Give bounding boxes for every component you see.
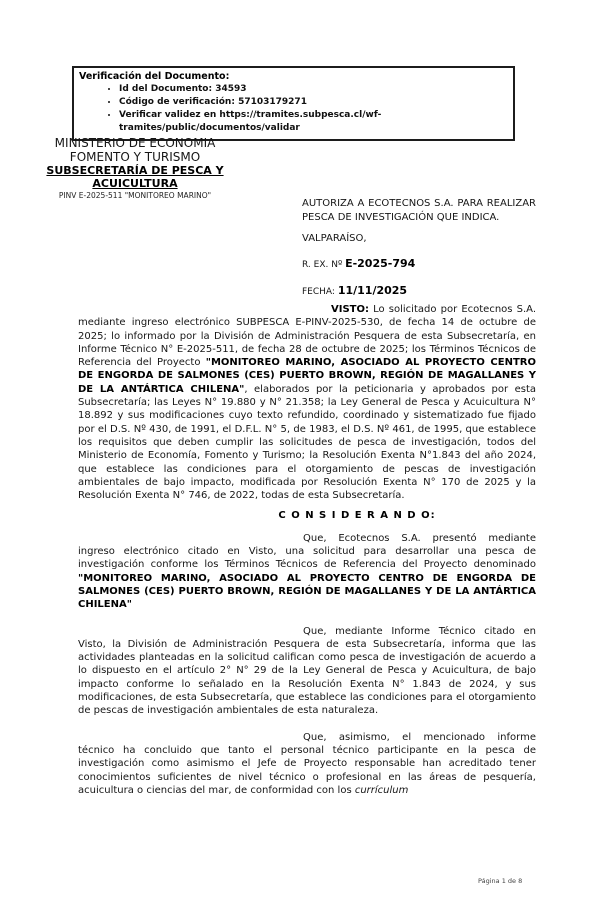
considerando-p1-project-title: "MONITOREO MARINO, ASOCIADO AL PROYECTO CENTRO DE ENGORDA DE SALMONES (CES) PUERTO BROWN, REGIÓN DE MAGALLANES Y DE LA ANTÁRTICA CHILENA" [78, 572, 536, 611]
resolution-number-value: E-2025-794 [345, 257, 416, 270]
resolution-number-prefix: R. EX. Nº [302, 260, 346, 270]
resolution-date-value: 11/11/2025 [337, 284, 408, 297]
verification-item-url: • Verificar validez en https://tramites.subpesca.cl/wf-tramites/public/documentos/validar [119, 109, 508, 135]
subsecretaria-name-line1: SUBSECRETARÍA DE PESCA Y [46, 164, 224, 177]
subsecretaria-name-line2: ACUICULTURA [92, 177, 178, 190]
considerando-p3-text: Que, asimismo, el mencionado informe técnico ha concluido que tanto el personal técnico participante en la pesca de investigación como asimismo el Jefe de Proyecto responsable han acreditado tener conocimientos suficientes de nivel técnico o profesional en las áreas de pesquería, acuicultura o ciencias del mar, de conformidad con los [78, 731, 536, 796]
resolution-subject: AUTORIZA A ECOTECNOS S.A. PARA REALIZAR PESCA DE INVESTIGACIÓN QUE INDICA. [302, 198, 536, 223]
page-number: Página 1 de 8 [478, 877, 523, 885]
considerando-p1-text: Que, Ecotecnos S.A. presentó mediante ingreso electrónico citado en Visto, una solicitud para desarrollar una pesca de investigación conforme los Términos Técnicos de Referencia del Proyecto denominado [78, 532, 536, 571]
letterhead [28, 136, 242, 200]
considerando-paragraph-2: Que, mediante Informe Técnico citado en Visto, la División de Administración Pesquera de esta Subsecretaría, informa que las actividades planteadas en la solicitud califican como pesca de investigación de acuerdo a lo dispuesto en el artículo 2° N° 29 de la Ley General de Pesca y Acuicultura, de bajo impacto conforme lo señalado en la Resolución Exenta N° 1.843 de 2024, y sus modificaciones, de esta Subsecretaría, que establece las condiciones para el otorgamiento de pescas de investigación ambientales de esta naturaleza. [78, 625, 536, 717]
verification-title: Verificación del Documento: [79, 71, 230, 82]
considerando-p3-curriculum: currículum [354, 784, 409, 796]
verification-item-code: • Código de verificación: 57103179271 [119, 96, 508, 109]
visto-text-2: , elaborados por la peticionaria y aprobados por esta Subsecretaría; las Leyes N° 19.880 y N° 21.358; la Ley General de Pesca y Acuicultura N° 18.892 y sus modificaciones cuyo texto refundido, coordinado y sistematizado fue fijado por el D.S. Nº 430, de 1991, el D.F.L. N° 5, de 1983, el D.S. Nº 461, de 1995, que establece los requisitos que deben cumplir las solicitudes de pesca de investigación, todos del Ministerio de Economía, Fomento y Turismo; la Resolución Exenta N°1.843 del año 2024, que establece las condiciones para el otorgamiento de pescas de investigación ambientales de bajo impacto, modificada por Resolución Exenta N° 170 de 2025 y la Resolución Exenta N° 746, de 2022, todas de esta Subsecretaría. [78, 383, 536, 502]
city-line: VALPARAÍSO, [302, 233, 367, 244]
considerando-paragraph-3 [78, 731, 536, 797]
visto-paragraph [78, 303, 536, 502]
resolution-body [78, 303, 536, 797]
resolution-number-line [302, 252, 536, 271]
verification-item-document-id: • Id del Documento: 34593 [119, 83, 508, 96]
visto-label: VISTO: [331, 304, 369, 315]
considerando-paragraph-1 [78, 532, 536, 612]
ministry-name-line1: MINISTERIO DE ECONOMIA [54, 136, 216, 150]
visto-project-title: "MONITOREO MARINO, ASOCIADO AL PROYECTO CENTRO DE ENGORDA DE SALMONES (CES) PUERTO BROWN, REGIÓN DE MAGALLANES Y DE LA ANTÁRTICA CHILENA" [78, 357, 536, 395]
ministry-name-line2: FOMENTO Y TURISMO [69, 150, 201, 164]
resolution-title-block [302, 197, 536, 298]
project-reference: PINV E-2025-511 "MONITOREO MARINO" [58, 191, 212, 200]
resolution-date-line [302, 279, 536, 298]
visto-text-1: Lo solicitado por Ecotecnos S.A. mediante ingreso electrónico SUBPESCA E-PINV-2025-530, de fecha 14 de octubre de 2025; lo informado por la División de Administración Pesquera de esta Subsecretaría, en Informe Técnico N° E-2025-511, de fecha 28 de octubre de 2025; los Términos Técnicos de Referencia del Proyecto [78, 304, 536, 369]
verification-list [79, 83, 508, 135]
resolution-date-prefix: FECHA: [302, 287, 338, 297]
verification-box [72, 66, 515, 141]
considerando-heading: C O N S I D E R A N D O: [278, 510, 436, 522]
